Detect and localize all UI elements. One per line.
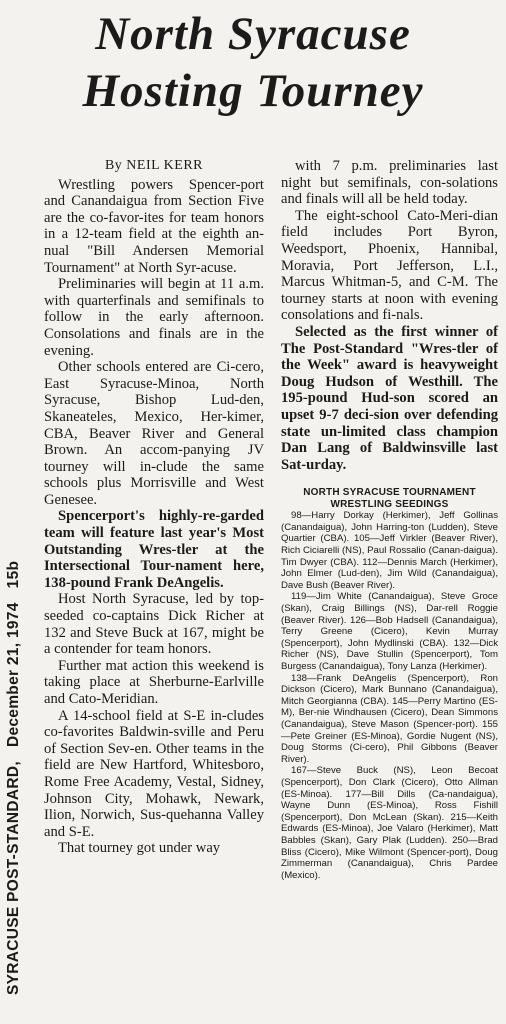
paragraph: Wrestling powers Spencer-port and Canandaigua from Section Five are the co-favor-ites for team honors in a 12-team field at the eighth an-nual "Bill Andersen Memorial Tournament" at North Syr-acuse. — [44, 176, 264, 276]
paragraph: Host North Syracuse, led by top-seeded co-captains Dick Richer at 132 and Steve Buck at 167, might be a contender for team honors. — [44, 591, 264, 658]
article-column-left — [44, 158, 264, 857]
headline-line-2: Hosting Tourney — [82, 65, 424, 117]
seedings-heading — [281, 487, 498, 510]
paragraph: The eight-school Cato-Meri-dian field includes Port Byron, Weedsport, Phoenix, Hannibal, Moravia, Port Jefferson, L.I., Marcus Whitman-5, and C-M. The tourney starts at noon with evening consolations and fi-nals. — [281, 207, 498, 324]
headline-line-1: North Syracuse — [95, 8, 411, 60]
paragraph-bold: Spencerport's highly-re-garded team will feature last year's Most Outstanding Wres-tler at the Intersectional Tour-nament here, 138-pound Frank DeAngelis. — [44, 508, 264, 591]
seeding-entry: 167—Steve Buck (NS), Leon Becoat (Spencerport), Don Clark (Cicero), Otto Allman (ES-Minoa). 177—Bill Dills (Ca-nandaigua), Wayne Dunn (ES-Minoa), Ross Fishill (Spencerport), Don McLean (Skan). 215—Keith Edwards (ES-Minoa), Joe Valaro (Herkimer), Matt Babbles (Skan), Gary Plak (Ludden). 250—Brad Bliss (Cicero), Mike Wilmont (Spencer-port), Doug Zimmerman (Canandaigua), Chris Pardee (Mexico). — [281, 765, 498, 881]
page-spine — [3, 535, 25, 995]
page-number: 15b — [5, 560, 22, 589]
seedings-title-1: NORTH SYRACUSE TOURNAMENT — [303, 487, 476, 499]
paragraph: A 14-school field at S-E in-cludes co-favorites Baldwin-sville and Peru of Section Sev-en. Other teams in the field are New Hartford, Whitesboro, Rome Free Academy, Vestal, Sidney, Johnson City, Mohawk, Newark, Ilion, Norwich, Sus-quehanna Valley and S-E. — [44, 707, 264, 840]
seeding-entry: 98—Harry Dorkay (Herkimer), Jeff Gollinas (Canandaigua), John Harring-ton (Ludden), Steve Quartier (CBA). 105—Jeff Virkler (Beaver River), Rich Ciciarelli (NS), Paul Rossalio (Canan-daigua). Tim Dwyer (CBA). 112—Dennis March (Herkimer), John Elmer (Lud-den), Jim Wild (Canandaigua), Dave Bush (Beaver River). — [281, 510, 498, 591]
seeding-entry: 119—Jim White (Canandaigua), Steve Groce (Skan), Craig Billings (NS), Dar-rell Roggie (Beaver River). 126—Bob Hadsell (Canandaigua), Terry Greene (Cicero), Kevin Murray (Spencerport), John Mydlinski (CBA). 132—Dick Richer (NS), Dave Stullin (Spencerport), Tom Burgess (Canandaigua), Tony Lanza (Herkimer). — [281, 591, 498, 672]
paragraph: with 7 p.m. preliminaries last night but semifinals, con-solations and finals will all be held today. — [281, 158, 498, 208]
headline — [0, 6, 506, 120]
paragraph: Other schools entered are Ci-cero, East Syracuse-Minoa, North Syracuse, Bishop Lud-den, Skaneateles, Mexico, Her-kimer, CBA, Beaver River and General Brown. An accom-panying JV tourney will in-clude the same schools plus Morrisville and West Genesee. — [44, 359, 264, 508]
paragraph: Further mat action this weekend is taking place at Sherburne-Earlville and Cato-Meridian. — [44, 657, 264, 707]
publication-name: SYRACUSE POST-STANDARD, — [5, 761, 22, 995]
paragraph: Preliminaries will begin at 11 a.m. with quarterfinals and semifinals to follow in the early afternoon. Consolations and finals are in the evening. — [44, 276, 264, 359]
seedings-list — [281, 510, 498, 881]
publication-date: December 21, 1974 — [5, 602, 22, 748]
seedings-title-2: WRESTLING SEEDINGS — [330, 498, 449, 510]
article-column-right — [281, 158, 498, 881]
byline: By NEIL KERR — [104, 158, 204, 173]
paragraph-bold: Selected as the first winner of The Post-Standard "Wres-tler of the Week" award is heavyweight Doug Hudson of Westhill. The 195-pound Hud-son scored an upset 9-7 deci-sion over defending state un-limited class champion Dan Lang of Baldwinsville last Sat-urday. — [281, 323, 498, 473]
seeding-entry: 138—Frank DeAngelis (Spencerport), Ron Dickson (Cicero), Mark Bunnano (Canandaigua), Mitch Georgianna (CBA). 145—Perry Martino (ES-M), Ber-nie Windhausen (Cicero), Dean Simmons (Canandaigua), Steve Mason (Spencer-port). 155—Pete Greiner (ES-Minoa), Gordie Nugent (NS), Doug Storms (Ci-cero), Phil Gibbons (Beaver River). — [281, 672, 498, 765]
paragraph: That tourney got under way — [58, 840, 221, 857]
